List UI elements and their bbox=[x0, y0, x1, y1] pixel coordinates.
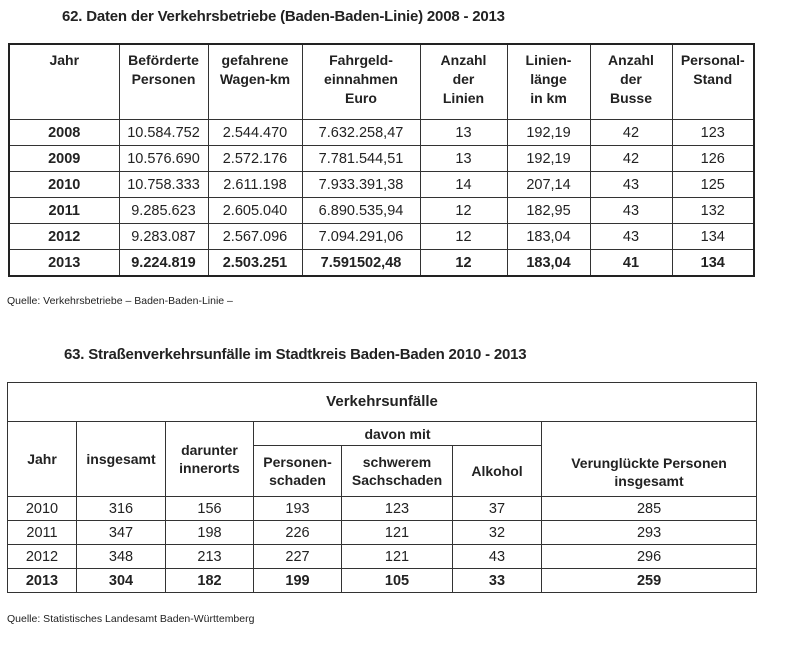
transit-data-table bbox=[8, 43, 755, 277]
cell-wagen-km: 2.503.251 bbox=[208, 250, 302, 277]
cell-year: 2010 bbox=[9, 172, 119, 198]
cell-year: 2011 bbox=[9, 198, 119, 224]
table-row bbox=[8, 545, 757, 569]
cell-year: 2011 bbox=[8, 521, 77, 545]
cell-lines: 12 bbox=[420, 250, 507, 277]
cell-year: 2012 bbox=[8, 545, 77, 569]
header-anzahl-busse: Anzahl der Busse bbox=[590, 44, 672, 120]
table-63-title: 63. Straßenverkehrsunfälle im Stadtkreis Baden-Baden 2010 - 2013 bbox=[64, 346, 527, 363]
header-sachschaden: schwerem Sachschaden bbox=[342, 446, 453, 497]
cell-year: 2010 bbox=[8, 497, 77, 521]
cell-staff: 123 bbox=[672, 120, 754, 146]
cell-passengers: 9.224.819 bbox=[119, 250, 208, 277]
header-befoerderte-personen: Beförderte Personen bbox=[119, 44, 208, 120]
cell-sachschaden: 105 bbox=[342, 569, 453, 593]
cell-alkohol: 32 bbox=[453, 521, 542, 545]
cell-sachschaden: 123 bbox=[342, 497, 453, 521]
table-row bbox=[9, 198, 754, 224]
cell-year: 2008 bbox=[9, 120, 119, 146]
header-innerorts: darunter innerorts bbox=[166, 422, 254, 497]
table-row bbox=[9, 172, 754, 198]
cell-passengers: 10.584.752 bbox=[119, 120, 208, 146]
cell-personenschaden: 199 bbox=[254, 569, 342, 593]
cell-lines: 13 bbox=[420, 120, 507, 146]
cell-passengers: 10.758.333 bbox=[119, 172, 208, 198]
header-personalstand: Personal- Stand bbox=[672, 44, 754, 120]
cell-innerorts: 198 bbox=[166, 521, 254, 545]
cell-buses: 43 bbox=[590, 224, 672, 250]
header-verkehrsunfaelle: Verkehrsunfälle bbox=[8, 383, 757, 422]
header-alkohol: Alkohol bbox=[453, 446, 542, 497]
table-row bbox=[9, 146, 754, 172]
cell-line-length: 183,04 bbox=[507, 250, 590, 277]
header-insgesamt: insgesamt bbox=[77, 422, 166, 497]
group-header-row bbox=[8, 383, 757, 422]
cell-sachschaden: 121 bbox=[342, 521, 453, 545]
sub-group-header-row bbox=[8, 422, 757, 446]
cell-alkohol: 43 bbox=[453, 545, 542, 569]
header-linienlaenge: Linien- länge in km bbox=[507, 44, 590, 120]
cell-line-length: 182,95 bbox=[507, 198, 590, 224]
cell-innerorts: 182 bbox=[166, 569, 254, 593]
table-row bbox=[9, 224, 754, 250]
cell-alkohol: 33 bbox=[453, 569, 542, 593]
table-row bbox=[8, 521, 757, 545]
header-wagen-km: gefahrene Wagen-km bbox=[208, 44, 302, 120]
cell-staff: 125 bbox=[672, 172, 754, 198]
cell-year: 2013 bbox=[9, 250, 119, 277]
cell-staff: 134 bbox=[672, 250, 754, 277]
table-63-source: Quelle: Statistisches Landesamt Baden-Württemberg bbox=[7, 613, 255, 625]
cell-wagen-km: 2.611.198 bbox=[208, 172, 302, 198]
cell-revenue: 6.890.535,94 bbox=[302, 198, 420, 224]
table-62-title: 62. Daten der Verkehrsbetriebe (Baden-Baden-Linie) 2008 - 2013 bbox=[62, 8, 505, 25]
table-row bbox=[9, 120, 754, 146]
traffic-accidents-table bbox=[7, 382, 757, 593]
cell-sachschaden: 121 bbox=[342, 545, 453, 569]
cell-buses: 43 bbox=[590, 198, 672, 224]
table-row bbox=[9, 250, 754, 277]
cell-passengers: 10.576.690 bbox=[119, 146, 208, 172]
header-fahrgeldeinnahmen: Fahrgeld- einnahmen Euro bbox=[302, 44, 420, 120]
cell-revenue: 7.591502,48 bbox=[302, 250, 420, 277]
cell-verunglueckte: 293 bbox=[542, 521, 757, 545]
cell-total: 316 bbox=[77, 497, 166, 521]
cell-lines: 13 bbox=[420, 146, 507, 172]
cell-verunglueckte: 285 bbox=[542, 497, 757, 521]
cell-lines: 12 bbox=[420, 198, 507, 224]
cell-lines: 14 bbox=[420, 172, 507, 198]
cell-line-length: 183,04 bbox=[507, 224, 590, 250]
cell-revenue: 7.781.544,51 bbox=[302, 146, 420, 172]
table-row bbox=[8, 569, 757, 593]
cell-innerorts: 213 bbox=[166, 545, 254, 569]
cell-innerorts: 156 bbox=[166, 497, 254, 521]
cell-personenschaden: 227 bbox=[254, 545, 342, 569]
cell-total: 347 bbox=[77, 521, 166, 545]
cell-wagen-km: 2.572.176 bbox=[208, 146, 302, 172]
cell-buses: 42 bbox=[590, 146, 672, 172]
header-davon-mit: davon mit bbox=[254, 422, 542, 446]
cell-buses: 41 bbox=[590, 250, 672, 277]
cell-staff: 132 bbox=[672, 198, 754, 224]
cell-wagen-km: 2.544.470 bbox=[208, 120, 302, 146]
header-anzahl-linien: Anzahl der Linien bbox=[420, 44, 507, 120]
table-row bbox=[8, 497, 757, 521]
cell-personenschaden: 193 bbox=[254, 497, 342, 521]
cell-buses: 42 bbox=[590, 120, 672, 146]
cell-staff: 134 bbox=[672, 224, 754, 250]
cell-total: 348 bbox=[77, 545, 166, 569]
header-jahr: Jahr bbox=[8, 422, 77, 497]
cell-passengers: 9.283.087 bbox=[119, 224, 208, 250]
cell-line-length: 192,19 bbox=[507, 120, 590, 146]
cell-personenschaden: 226 bbox=[254, 521, 342, 545]
cell-staff: 126 bbox=[672, 146, 754, 172]
cell-alkohol: 37 bbox=[453, 497, 542, 521]
header-jahr: Jahr bbox=[9, 44, 119, 120]
cell-year: 2013 bbox=[8, 569, 77, 593]
cell-verunglueckte: 296 bbox=[542, 545, 757, 569]
cell-line-length: 192,19 bbox=[507, 146, 590, 172]
cell-wagen-km: 2.605.040 bbox=[208, 198, 302, 224]
cell-revenue: 7.632.258,47 bbox=[302, 120, 420, 146]
cell-total: 304 bbox=[77, 569, 166, 593]
cell-year: 2012 bbox=[9, 224, 119, 250]
cell-passengers: 9.285.623 bbox=[119, 198, 208, 224]
cell-wagen-km: 2.567.096 bbox=[208, 224, 302, 250]
cell-verunglueckte: 259 bbox=[542, 569, 757, 593]
table-header-row bbox=[9, 44, 754, 120]
cell-buses: 43 bbox=[590, 172, 672, 198]
header-personenschaden: Personen- schaden bbox=[254, 446, 342, 497]
cell-lines: 12 bbox=[420, 224, 507, 250]
table-62-source: Quelle: Verkehrsbetriebe – Baden-Baden-Linie – bbox=[7, 295, 233, 307]
cell-year: 2009 bbox=[9, 146, 119, 172]
cell-revenue: 7.933.391,38 bbox=[302, 172, 420, 198]
cell-revenue: 7.094.291,06 bbox=[302, 224, 420, 250]
cell-line-length: 207,14 bbox=[507, 172, 590, 198]
header-verunglueckte: Verunglückte Personen insgesamt bbox=[542, 422, 757, 497]
